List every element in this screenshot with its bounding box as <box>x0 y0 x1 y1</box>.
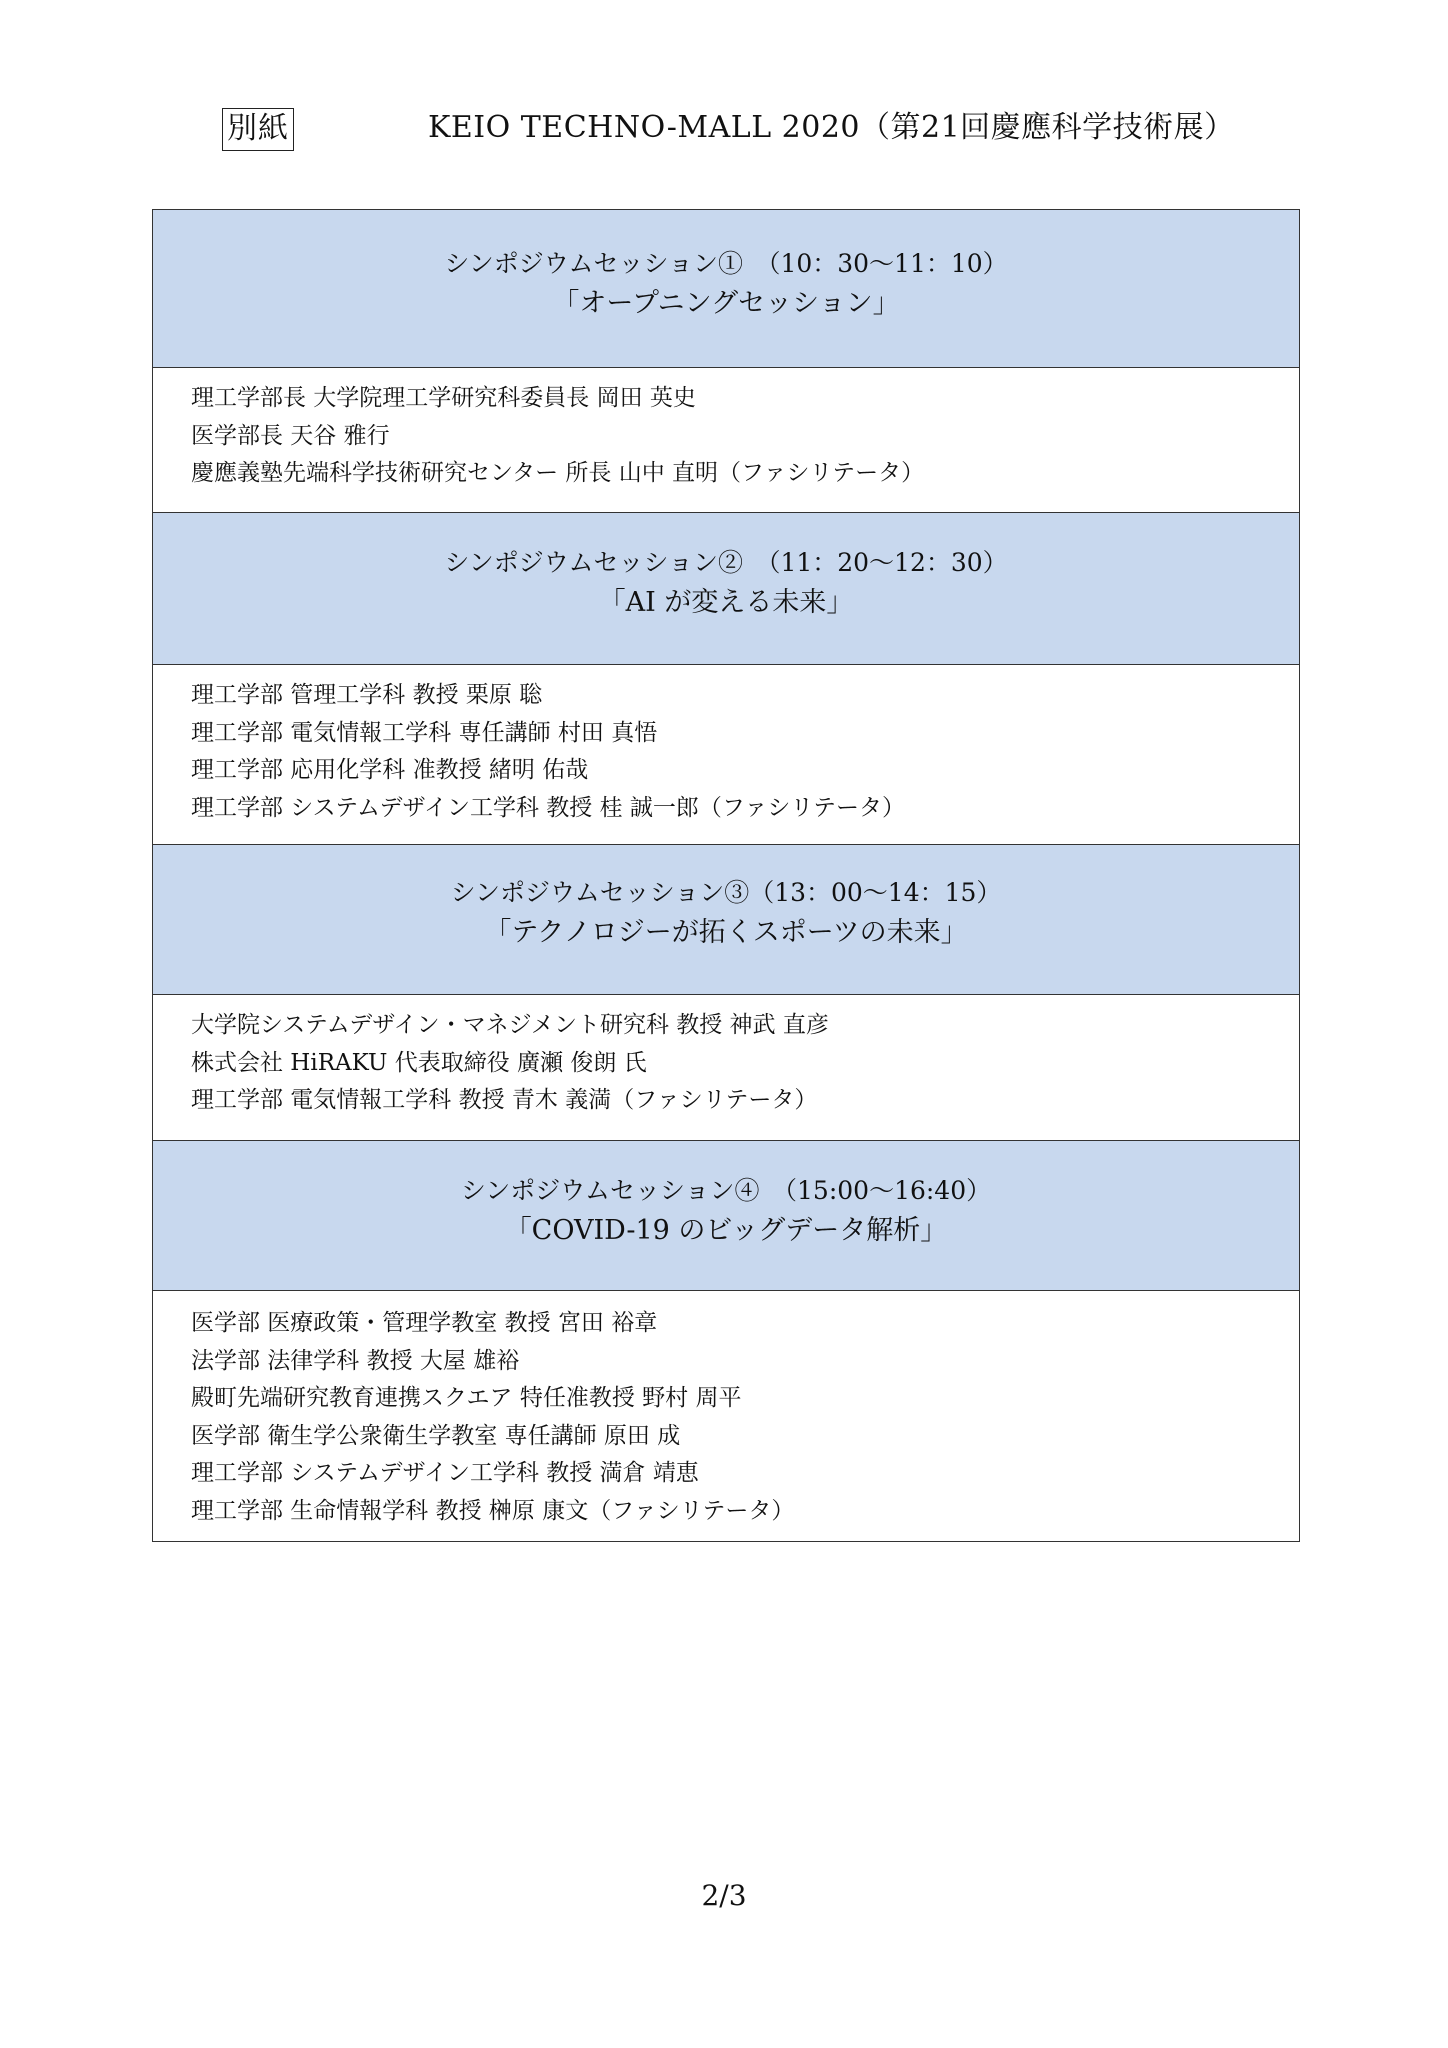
speaker: 理工学部 電気情報工学科 専任講師 村田 真悟 <box>191 719 658 746</box>
session-4-title: シンポジウムセッション④ （15:00〜16:40） <box>460 1176 992 1205</box>
session-2-speakers <box>153 665 1299 845</box>
speaker: 理工学部 応用化学科 准教授 緒明 佑哉 <box>191 757 589 783</box>
session-3-title: シンポジウムセッション③（13：00〜14：15） <box>450 878 1002 907</box>
session-4-header <box>153 1141 1299 1291</box>
speaker: 医学部長 天谷 雅行 <box>191 422 390 449</box>
speaker: 医学部 医療政策・管理学教室 教授 宮田 裕章 <box>191 1310 658 1336</box>
speaker: 殿町先端研究教育連携スクエア 特任准教授 野村 周平 <box>191 1385 742 1411</box>
speaker: 慶應義塾先端科学技術研究センター 所長 山中 直明（ファシリテータ） <box>191 460 925 486</box>
session-2-title: シンポジウムセッション② （11：20〜12：30） <box>444 548 1008 577</box>
session-1-speakers <box>153 368 1299 513</box>
speaker: 法学部 法律学科 教授 大屋 雄裕 <box>191 1347 520 1374</box>
speaker: 医学部 衛生学公衆衛生学教室 専任講師 原田 成 <box>191 1422 681 1449</box>
session-2-theme: 「AI が変える未来」 <box>598 587 854 618</box>
session-3-speakers <box>153 995 1299 1141</box>
speaker: 理工学部 システムデザイン工学科 教授 満倉 靖恵 <box>191 1460 699 1486</box>
speaker: 理工学部 電気情報工学科 教授 青木 義満（ファシリテータ） <box>191 1087 818 1113</box>
session-3-header <box>153 845 1299 995</box>
page-number: 2/3 <box>701 1879 747 1912</box>
session-2-header <box>153 513 1299 665</box>
speaker: 株式会社 HiRAKU 代表取締役 廣瀬 俊朗 氏 <box>191 1049 647 1076</box>
session-4-theme: 「COVID-19 のビッグデータ解析」 <box>504 1215 948 1246</box>
session-3-theme: 「テクノロジーが拓くスポーツの未来」 <box>484 917 968 948</box>
session-1-header <box>153 210 1299 368</box>
session-4-speakers <box>153 1291 1299 1541</box>
speaker: 理工学部 生命情報学科 教授 榊原 康文（ファシリテータ） <box>191 1497 795 1524</box>
annex-label: 別紙 <box>222 108 294 151</box>
page-header <box>222 104 1272 154</box>
speaker: 理工学部長 大学院理工学研究科委員長 岡田 英史 <box>191 385 696 411</box>
document-title: KEIO TECHNO-MALL 2020（第21回慶應科学技術展） <box>428 110 1235 145</box>
session-1-title: シンポジウムセッション① （10：30〜11：10） <box>444 249 1008 278</box>
speaker: 大学院システムデザイン・マネジメント研究科 教授 神武 直彦 <box>191 1012 829 1038</box>
speaker: 理工学部 管理工学科 教授 栗原 聡 <box>191 682 543 708</box>
session-1-theme: 「オープニングセッション」 <box>552 288 900 319</box>
speaker: 理工学部 システムデザイン工学科 教授 桂 誠一郎（ファシリテータ） <box>191 794 905 821</box>
symposium-schedule-table <box>152 209 1300 1542</box>
